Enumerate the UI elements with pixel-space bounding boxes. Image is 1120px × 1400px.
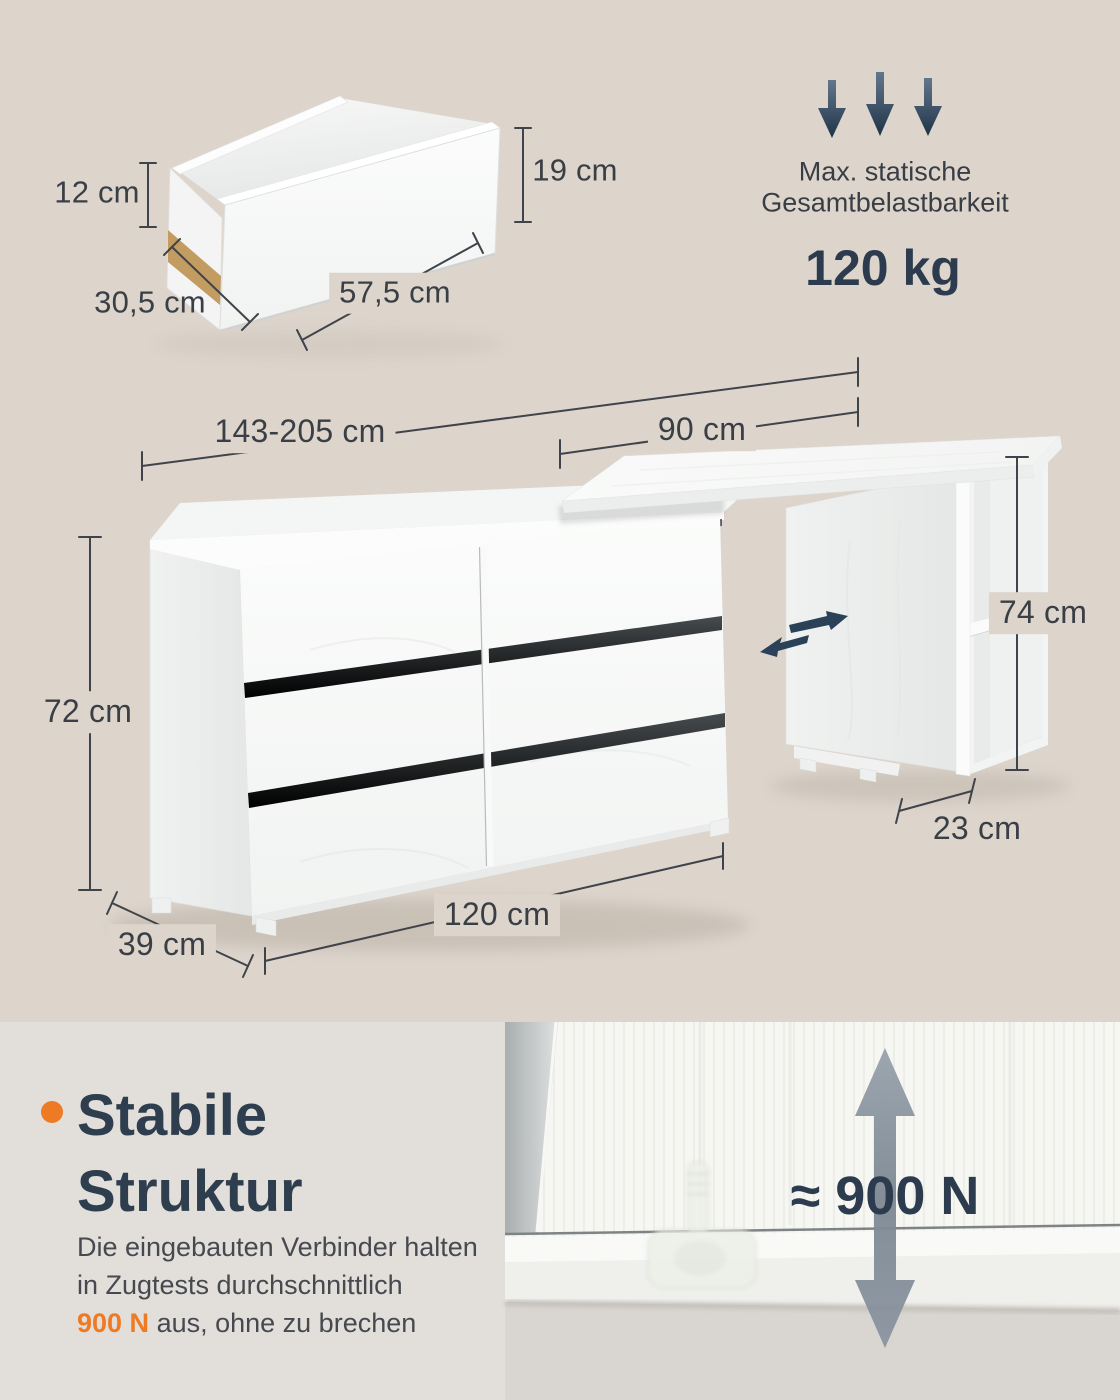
dimension-label-dresser-height: 72 cm	[34, 691, 142, 733]
bullet-icon	[41, 1101, 63, 1123]
dimension-label-drawer-width: 57,5 cm	[329, 273, 461, 314]
stability-body-line3-rest: aus, ohne zu brechen	[149, 1308, 417, 1338]
stability-body	[77, 1228, 478, 1342]
force-value-label: ≈ 900 N	[790, 1166, 980, 1226]
dimension-label-drawer-front-height: 19 cm	[532, 152, 618, 188]
stability-title	[77, 1078, 303, 1230]
load-capacity-line2: Gesamtbelastbarkeit	[761, 187, 1009, 218]
dimension-label-drawer-depth: 30,5 cm	[94, 284, 206, 320]
dimension-label-desk-width: 90 cm	[648, 409, 756, 451]
dresser-illustration	[150, 478, 760, 936]
dimension-label-dresser-depth: 39 cm	[108, 924, 216, 966]
stability-body-line1: Die eingebauten Verbinder halten	[77, 1232, 478, 1262]
cam-connector	[648, 1162, 756, 1288]
load-arrows-icon	[818, 72, 942, 138]
stability-body-highlight: 900 N	[77, 1308, 150, 1338]
load-capacity-line1: Max. statische	[798, 156, 972, 187]
stability-title-line1: Stabile	[77, 1083, 268, 1148]
dimension-label-shelf-height: 74 cm	[989, 592, 1097, 634]
dimension-label-drawer-side-height: 12 cm	[54, 174, 140, 210]
drawer-illustration	[155, 96, 505, 358]
dimension-label-total-width: 143-205 cm	[205, 411, 396, 453]
stability-title-line2: Struktur	[77, 1159, 303, 1224]
dimension-label-shelf-depth: 23 cm	[932, 810, 1022, 847]
stability-body-line2: in Zugtests durchschnittlich	[77, 1270, 403, 1300]
dimension-label-dresser-width: 120 cm	[434, 894, 560, 936]
stability-body-line3	[77, 1304, 478, 1342]
load-capacity-value: 120 kg	[805, 240, 961, 296]
